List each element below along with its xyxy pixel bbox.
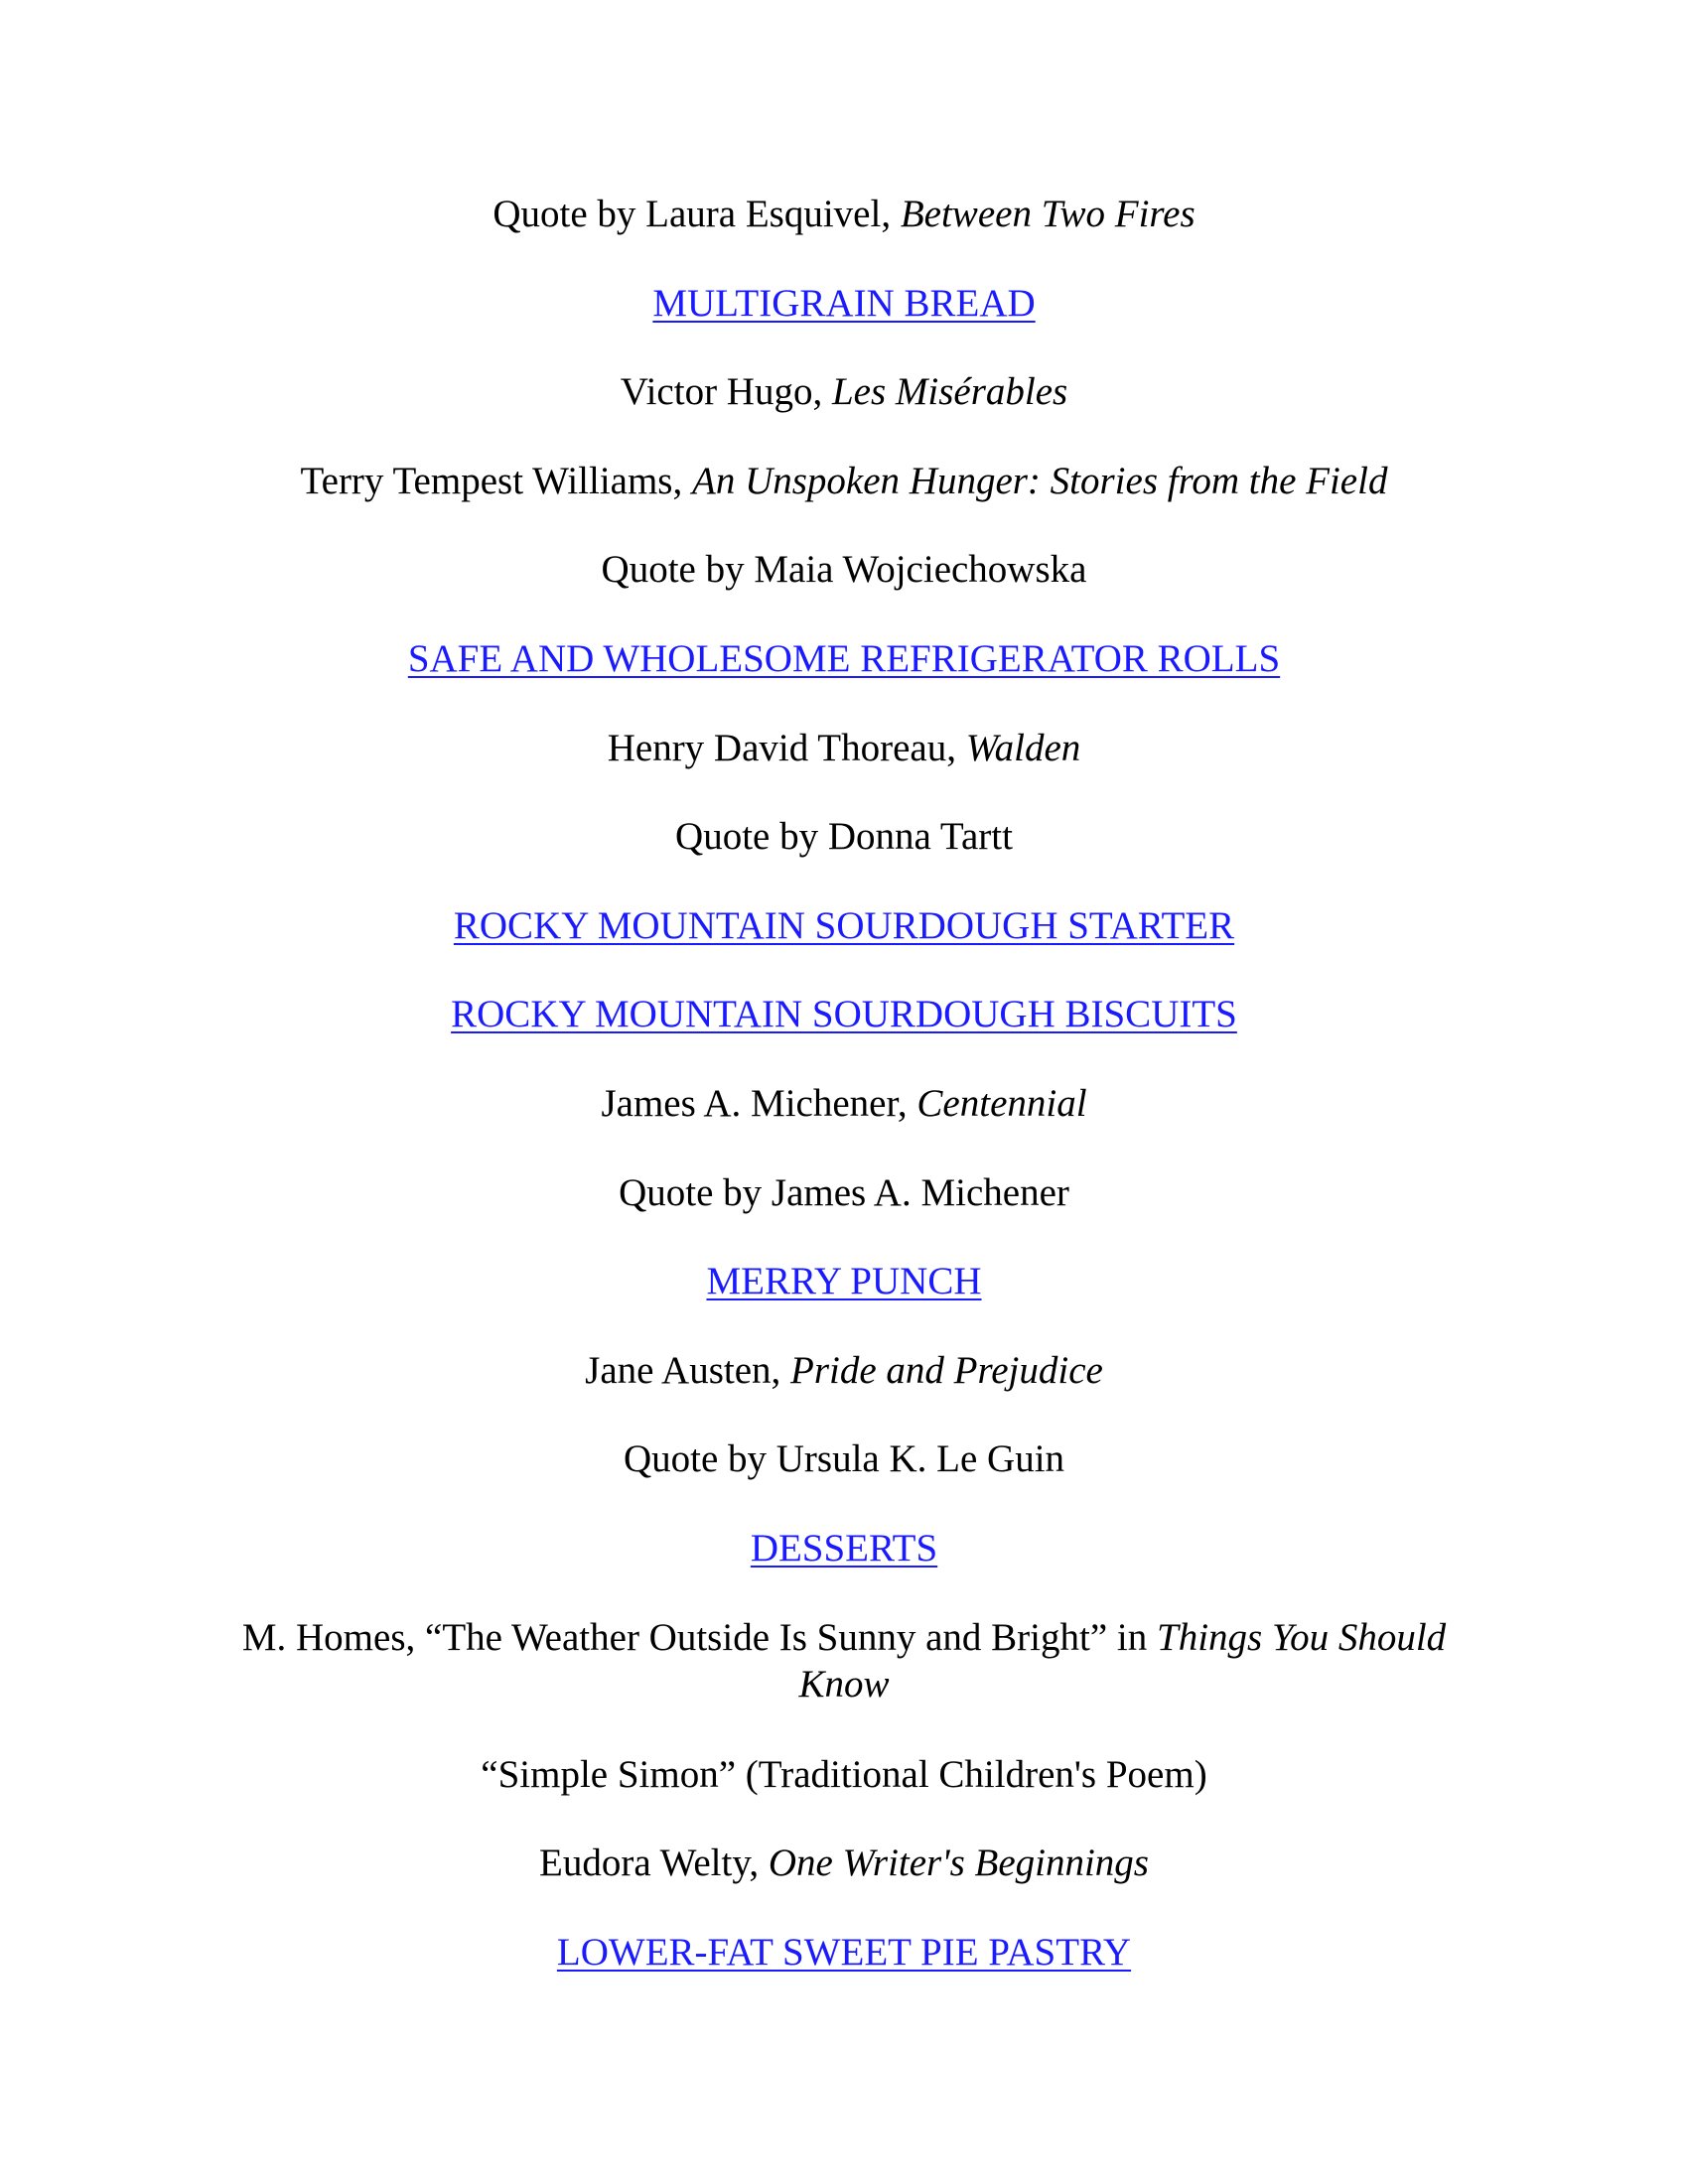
- attribution-hugo: [238, 368, 1450, 415]
- recipe-link-sweet-pie-pastry[interactable]: LOWER-FAT SWEET PIE PASTRY: [556, 1930, 1132, 1974]
- attribution-text: James A. Michener,: [601, 1081, 917, 1125]
- work-title: Pride and Prejudice: [790, 1348, 1103, 1392]
- attribution-text: Quote by Donna Tartt: [675, 815, 1013, 859]
- attribution-text: Quote by James A. Michener: [619, 1170, 1069, 1214]
- attribution-text: Eudora Welty,: [539, 1842, 769, 1885]
- attribution-le-guin: [238, 1435, 1450, 1482]
- attribution-text: Quote by Maia Wojciechowska: [601, 548, 1087, 592]
- work-title: Les Misérables: [831, 370, 1068, 414]
- recipe-item-sourdough-biscuits: [238, 991, 1450, 1037]
- contents-list: [238, 191, 1450, 2017]
- attribution-michener-centennial: [238, 1080, 1450, 1127]
- attribution-text: Victor Hugo,: [620, 370, 832, 414]
- recipe-item-sourdough-starter: [238, 902, 1450, 949]
- attribution-esquivel: [238, 191, 1450, 237]
- attribution-simple-simon: [238, 1751, 1450, 1798]
- attribution-tartt: [238, 813, 1450, 860]
- recipe-link-merry-punch[interactable]: MERRY PUNCH: [706, 1260, 982, 1303]
- recipe-item-sweet-pie-pastry: [238, 1929, 1450, 1976]
- attribution-welty: [238, 1840, 1450, 1886]
- attribution-thoreau: [238, 725, 1450, 771]
- attribution-text: Henry David Thoreau,: [607, 726, 966, 769]
- attribution-text: Jane Austen,: [585, 1348, 791, 1392]
- attribution-text: Quote by Ursula K. Le Guin: [623, 1437, 1065, 1481]
- recipe-link-sourdough-biscuits[interactable]: ROCKY MOUNTAIN SOURDOUGH BISCUITS: [451, 993, 1237, 1036]
- work-title: Between Two Fires: [900, 193, 1196, 235]
- work-title: One Writer's Beginnings: [768, 1842, 1149, 1885]
- attribution-austen: [238, 1347, 1450, 1394]
- recipe-item-multigrain-bread: [238, 280, 1450, 327]
- work-title: An Unspoken Hunger: Stories from the Field: [692, 459, 1388, 502]
- attribution-michener-quote: [238, 1169, 1450, 1216]
- recipe-link-refrigerator-rolls[interactable]: SAFE AND WHOLESOME REFRIGERATOR ROLLS: [407, 636, 1281, 680]
- section-link-desserts[interactable]: DESSERTS: [750, 1526, 938, 1570]
- section-item-desserts: [238, 1525, 1450, 1571]
- attribution-text: M. Homes, “The Weather Outside Is Sunny and Bright” in: [241, 1615, 1157, 1659]
- recipe-item-merry-punch: [238, 1258, 1450, 1304]
- attribution-text: “Simple Simon” (Traditional Children's Poem): [481, 1752, 1207, 1796]
- attribution-homes: [238, 1614, 1450, 1707]
- recipe-link-sourdough-starter[interactable]: ROCKY MOUNTAIN SOURDOUGH STARTER: [453, 903, 1235, 947]
- work-title: Centennial: [916, 1081, 1087, 1125]
- work-title: Walden: [965, 726, 1081, 769]
- attribution-text: Terry Tempest Williams,: [300, 459, 692, 502]
- attribution-williams: [238, 458, 1450, 504]
- attribution-text: Quote by Laura Esquivel,: [492, 193, 901, 235]
- work-title: Things You Should Know: [798, 1615, 1447, 1706]
- recipe-item-refrigerator-rolls: [238, 635, 1450, 682]
- attribution-wojciechowska: [238, 546, 1450, 593]
- recipe-link-multigrain-bread[interactable]: MULTIGRAIN BREAD: [652, 281, 1036, 325]
